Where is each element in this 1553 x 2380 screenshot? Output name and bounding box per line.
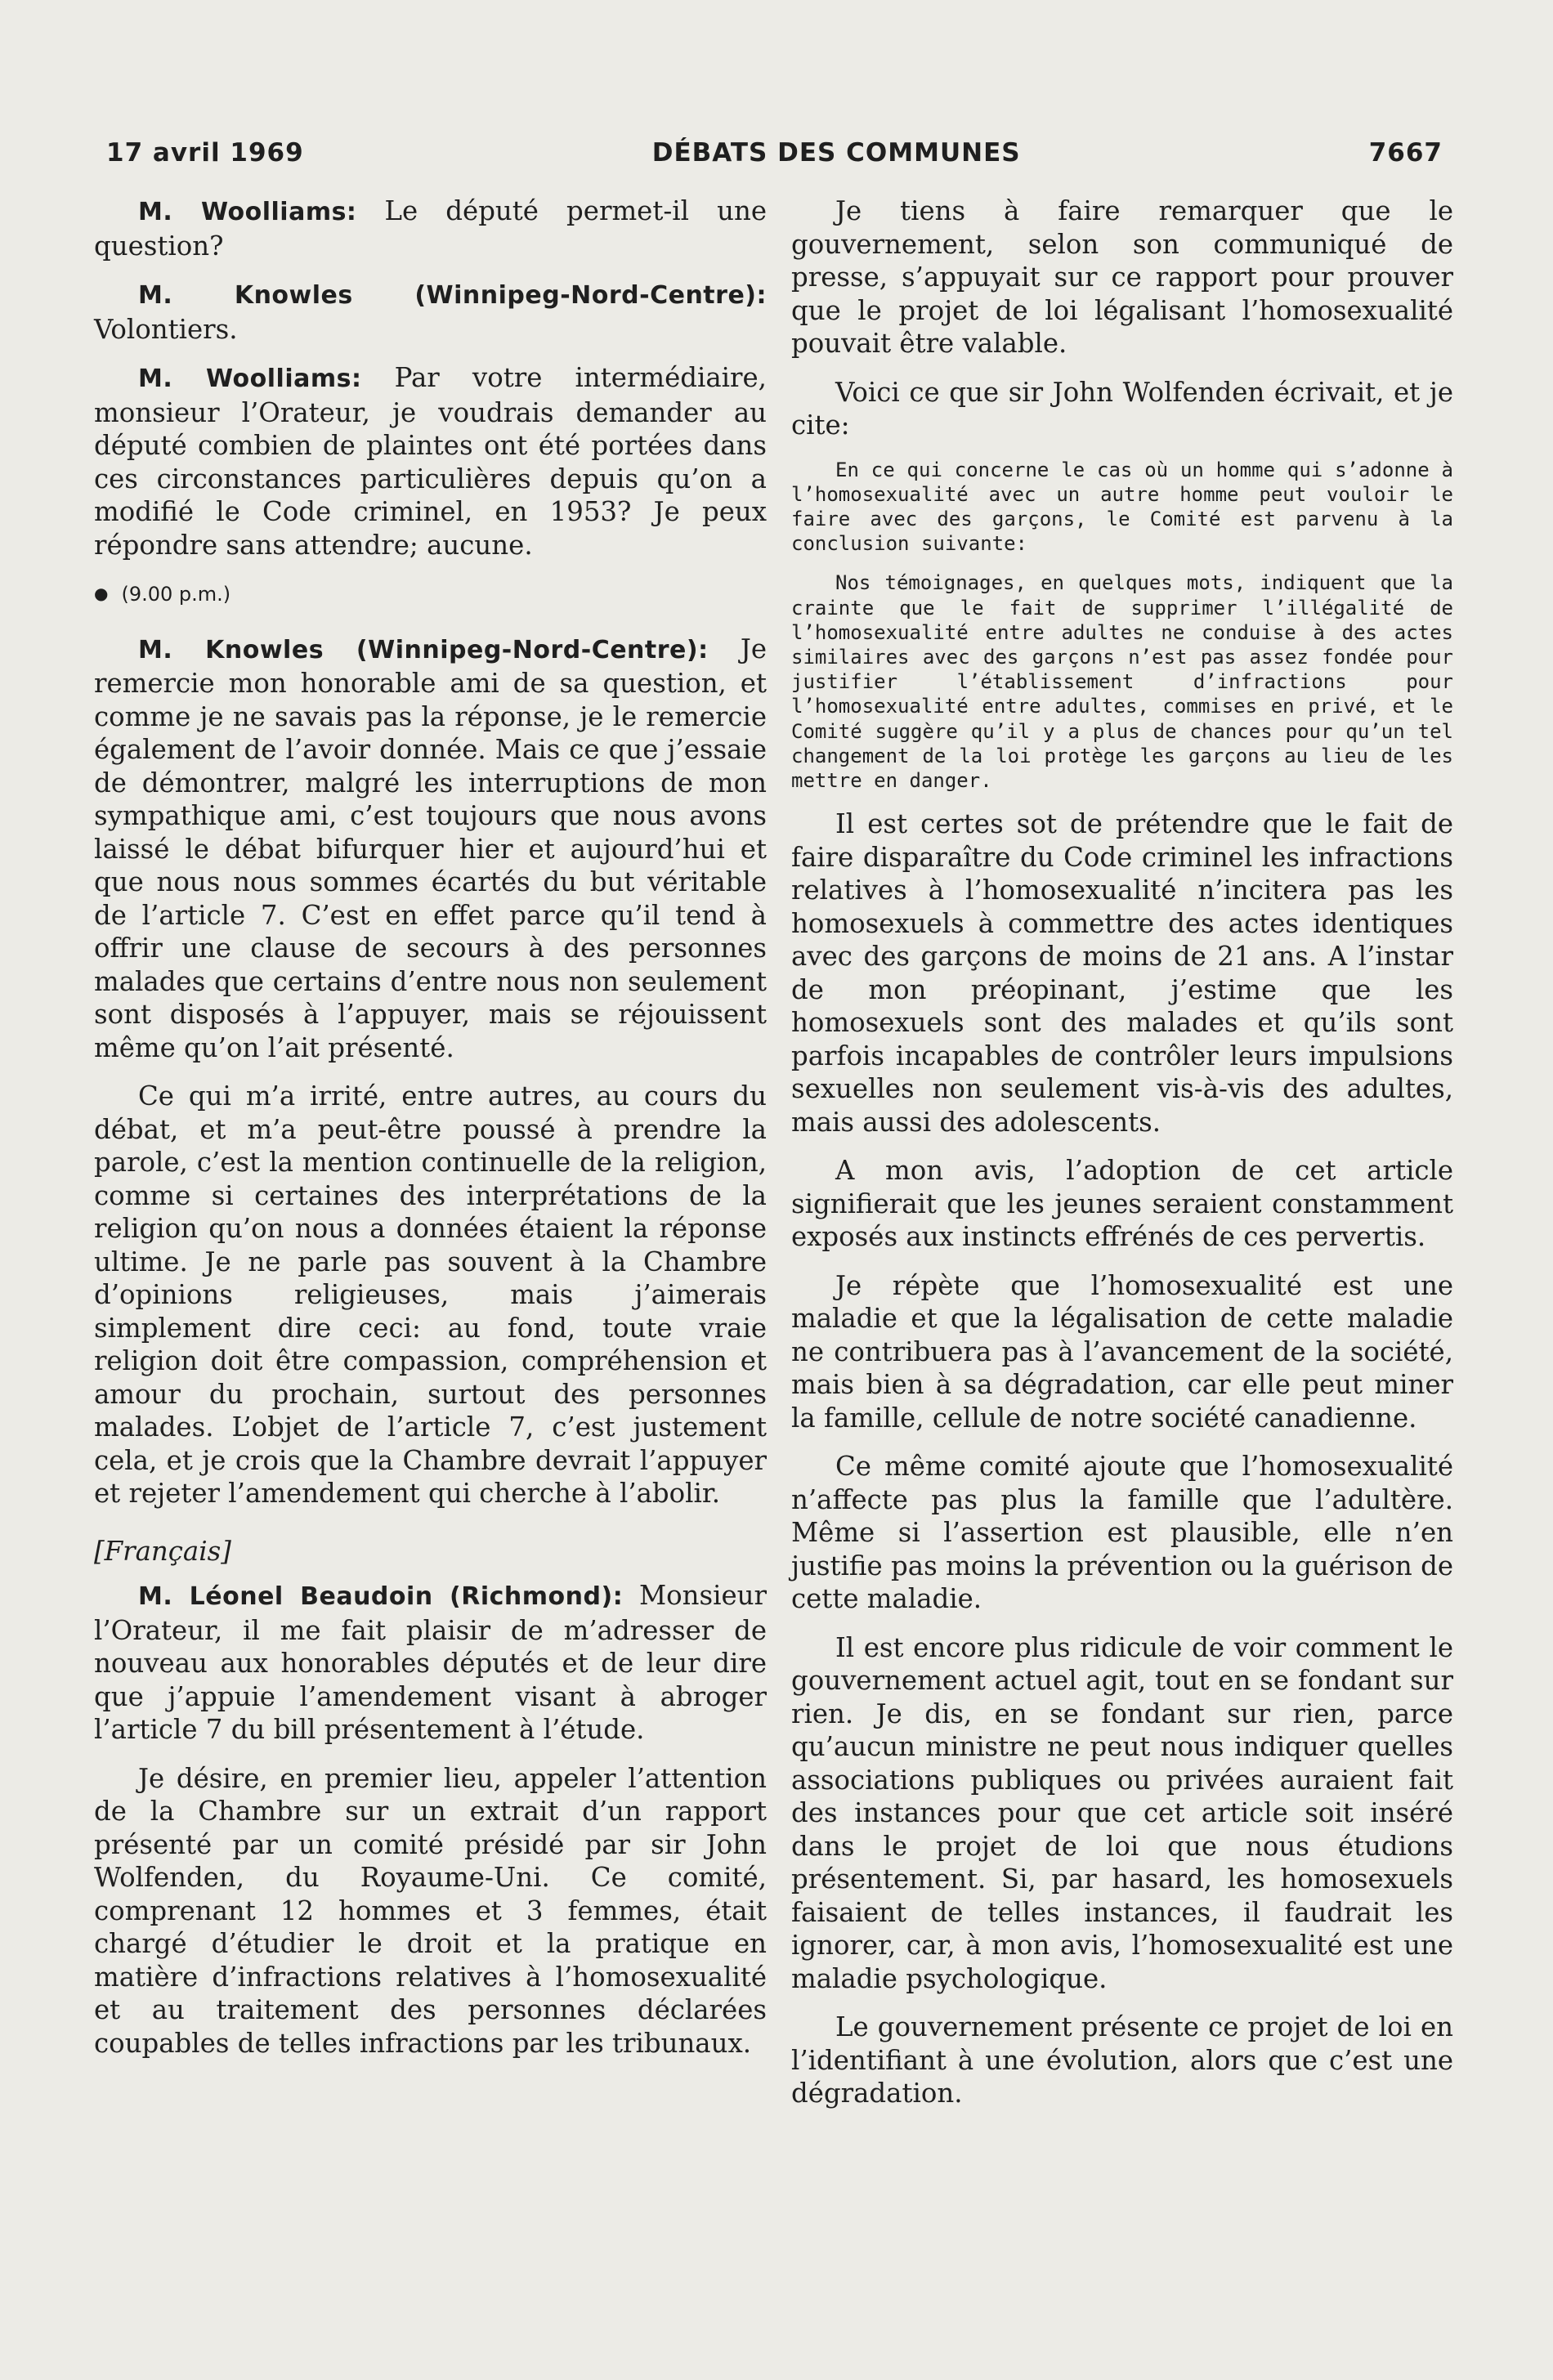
- quotation: Nos témoignages, en quelques mots, indiquent que la crainte que le fait de supprimer l’illégalité de l’homosexualité entre adultes ne conduise à des actes similaires avec des garçons n’est pas assez fondée pour justifier l’établissement d’infractions pour l’homosexualité entre adultes, commises en privé, et le Comité suggère qu’il y a plus de chances pour qu’un tel changement de la loi protège les garçons au lieu de les mettre en danger.: [791, 571, 1453, 792]
- page-header: [106, 133, 1443, 172]
- paragraph: Le gouvernement présente ce projet de loi en l’identifiant à une évolution, alors que c’est une dégradation.: [791, 2011, 1453, 2109]
- speech-text: Monsieur l’Orateur, il me fait plaisir de m’adresser de nouveau aux honorables députés et de leur dire que j’appuie l’amendement visant à abroger l’article 7 du bill présentement à l’étude.: [94, 1580, 767, 1745]
- speaker-name: M. Woolliams:: [138, 198, 357, 226]
- paragraph: Ce qui m’a irrité, entre autres, au cours du débat, et m’a peut-être poussé à prendre la parole, c’est la mention continuelle de la religion, comme si certaines des interprétations de la religion qu’on nous a données étaient la réponse ultime. Je ne parle pas souvent à la Chambre d’opinions religieuses, mais j’aimerais simplement dire ceci: au fond, toute vraie religion doit être compassion, compréhension et amour du prochain, surtout des personnes malades. L’objet de l’article 7, c’est justement cela, et je crois que la Chambre devrait l’appuyer et rejeter l’amendement qui cherche à l’abolir.: [94, 1080, 767, 1509]
- header-page-number: 7667: [1368, 138, 1443, 168]
- speech-text: Je remercie mon honorable ami de sa question, et comme je ne savais pas la réponse, je le remercie également de l’avoir donnée. Mais ce que j’essaie de démontrer, malgré les interruptions de mon sympathique ami, c’est toujours que nous avons laissé le débat bifurquer hier et aujourd’hui et que nous nous sommes écartés du but véritable de l’article 7. C’est en effet parce qu’il tend à offrir une clause de secours à des personnes malades que certains d’entre nous non seulement sont disposés à l’appuyer, mais se réjouissent même qu’on l’ait présenté.: [94, 633, 767, 1063]
- paragraph: Ce même comité ajoute que l’homosexualité n’affecte pas plus la famille que l’adultère. Même si l’assertion est plausible, elle n’en justifie pas moins la prévention ou la guérison de cette maladie.: [791, 1451, 1453, 1615]
- speech-text: Volontiers.: [94, 313, 238, 345]
- language-tag: [Français]: [94, 1535, 231, 1567]
- paragraph: [94, 1579, 767, 1747]
- time-marker-text: (9.00 p.m.): [121, 583, 231, 606]
- paragraph: [94, 361, 767, 561]
- paragraph: [94, 195, 767, 262]
- paragraph: Je tiens à faire remarquer que le gouvernement, selon son communiqué de presse, s’appuyait sur ce rapport pour prouver que le projet de loi légalisant l’homosexualité pouvait être valable.: [791, 195, 1453, 359]
- left-column: [94, 195, 767, 2075]
- paragraph: Je répète que l’homosexualité est une maladie et que la légalisation de cette maladie ne contribuera pas à l’avancement de la société, mais bien à sa dégradation, car elle peut miner la famille, cellule de notre société canadienne.: [791, 1269, 1453, 1434]
- speaker-name: M. Woolliams:: [138, 365, 362, 393]
- right-column: [791, 195, 1453, 2126]
- speaker-name: M. Knowles (Winnipeg-Nord-Centre):: [138, 635, 709, 664]
- paragraph: [94, 633, 767, 1065]
- header-date: 17 avril 1969: [106, 138, 304, 168]
- speaker-name: M. Léonel Beaudoin (Richmond):: [138, 1582, 624, 1611]
- speech-text: Le député permet-il une question?: [94, 195, 767, 262]
- paragraph: A mon avis, l’adoption de cet article signifierait que les jeunes seraient constamment exposés aux instincts effrénés de ces pervertis.: [791, 1155, 1453, 1253]
- paragraph: Voici ce que sir John Wolfenden écrivait, et je cite:: [791, 376, 1453, 441]
- paragraph: Il est certes sot de prétendre que le fait de faire disparaître du Code criminel les infractions relatives à l’homosexualité n’incitera pas les homosexuels à commettre des actes identiques avec des garçons de moins de 21 ans. A l’instar de mon préopinant, j’estime que les homosexuels sont des malades et qu’ils sont parfois incapables de contrôler leurs impulsions sexuelles non seulement vis-à-vis des adultes, mais aussi des adolescents.: [791, 808, 1453, 1138]
- paragraph: Il est encore plus ridicule de voir comment le gouvernement actuel agit, tout en se fondant sur rien. Je dis, en se fondant sur rien, parce qu’aucun ministre ne peut nous indiquer quelles associations publiques ou privées auraient fait des instances pour que cet article soit inséré dans le projet de loi que nous étudions présentement. Si, par hasard, les homosexuels faisaient de telles instances, il faudrait les ignorer, car, à mon avis, l’homosexualité est une maladie psychologique.: [791, 1631, 1453, 1994]
- header-title: DÉBATS DES COMMUNES: [651, 138, 1021, 168]
- speech-text: Par votre intermédiaire, monsieur l’Orateur, je voudrais demander au député combien de plaintes ont été portées dans ces circonstances particulières depuis qu’on a modifié le Code criminel, en 1953? Je peux répondre sans attendre; aucune.: [94, 362, 767, 561]
- bullet-icon: ●: [94, 584, 109, 603]
- quotation: En ce qui concerne le cas où un homme qui s’adonne à l’homosexualité avec un autre homme peut vouloir le faire avec des garçons, le Comité est parvenu à la conclusion suivante:: [791, 458, 1453, 556]
- paragraph: Je désire, en premier lieu, appeler l’attention de la Chambre sur un extrait d’un rapport présenté par un comité présidé par sir John Wolfenden, du Royaume-Uni. Ce comité, comprenant 12 hommes et 3 femmes, était chargé d’étudier le droit et la pratique en matière d’infractions relatives à l’homosexualité et au traitement des personnes déclarées coupables de telles infractions par les tribunaux.: [94, 1762, 767, 2059]
- speaker-name: M. Knowles (Winnipeg-Nord-Centre):: [138, 281, 767, 310]
- paragraph: [94, 278, 767, 346]
- time-marker: [94, 577, 767, 611]
